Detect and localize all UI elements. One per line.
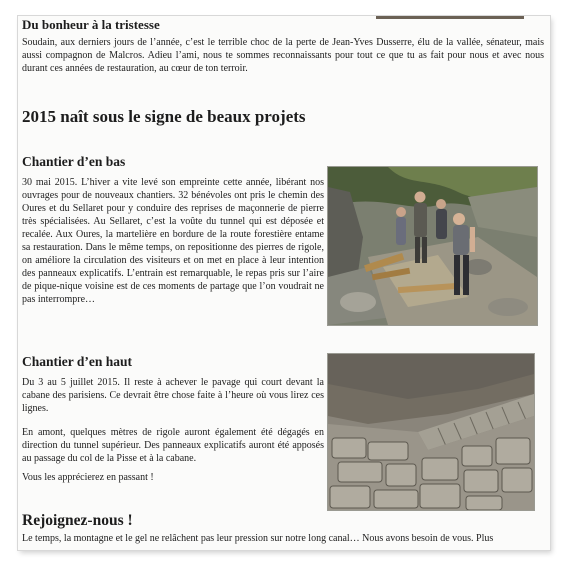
- newsletter-page: [18, 16, 550, 550]
- heading-bonheur: Du bonheur à la tristesse: [22, 17, 160, 32]
- paragraph-bonheur: Soudain, aux derniers jours de l’année, c’est le terrible choc de la perte de Jean-Yves Dusserre, élu de la vallée, sénateur, mais aussi compagnon de Malcros. Adieu l’ami, nous te sommes reconnaissants pour tout ce que tu as fait pour nous et avec nous durant ces années de restauration, au cœur de ton terroir.: [22, 37, 544, 74]
- photo-stone-canal: [327, 353, 535, 511]
- paragraph-chantier-haut-1: Du 3 au 5 juillet 2015. Il reste à achever le pavage qui court devant la cabane des parisiens. Ce devrait être chose faite à l’heure où vous lirez ces lignes.: [22, 377, 324, 414]
- paragraph-chantier-haut-3: Vous les apprécierez en passant !: [22, 472, 154, 483]
- paragraph-rejoignez: Le temps, la montagne et le gel ne relâchent pas leur pression sur notre long canal… Nous avons besoin de vous. Plus: [22, 533, 494, 544]
- heading-projets: 2015 naît sous le signe de beaux projets: [22, 107, 306, 126]
- paragraph-chantier-haut-2: En amont, quelques mètres de rigole auront également été dégagés en direction du tunnel supérieur. Des panneaux explicatifs auront été apposés au passage du col de la Pisse et à la cabane.: [22, 427, 324, 464]
- heading-chantier-bas: Chantier d’en bas: [22, 154, 126, 169]
- paragraph-chantier-bas: 30 mai 2015. L’hiver a vite levé son empreinte cette année, libérant nos ouvrages pour de nouveaux chantiers. 32 bénévoles ont pris le chemin des Oures et du Sellaret pour y conduire des reprises de maçonnerie de pierre très spécialisées. Au Sellaret, c’est la voûte du tunnel qui est déposée et recalée. Aux Oures, la martelière en bordure de la route forestière entame sa restauration. Dans le même temps, on repositionne des pierres de rigole, on améliore la circulation des visiteurs et on met en place à leur intention des panneaux explicatifs. L’entrain est remarquable, le repas pris sur l’aire de pique-nique voisine est de ces moments de partage que l’on voudrait ne pas interrompre…: [22, 177, 324, 305]
- photo-volunteers-worksite: [327, 166, 538, 326]
- previous-photo-edge: [376, 16, 524, 19]
- heading-rejoignez: Rejoignez-nous !: [22, 512, 133, 529]
- heading-chantier-haut: Chantier d’en haut: [22, 354, 133, 369]
